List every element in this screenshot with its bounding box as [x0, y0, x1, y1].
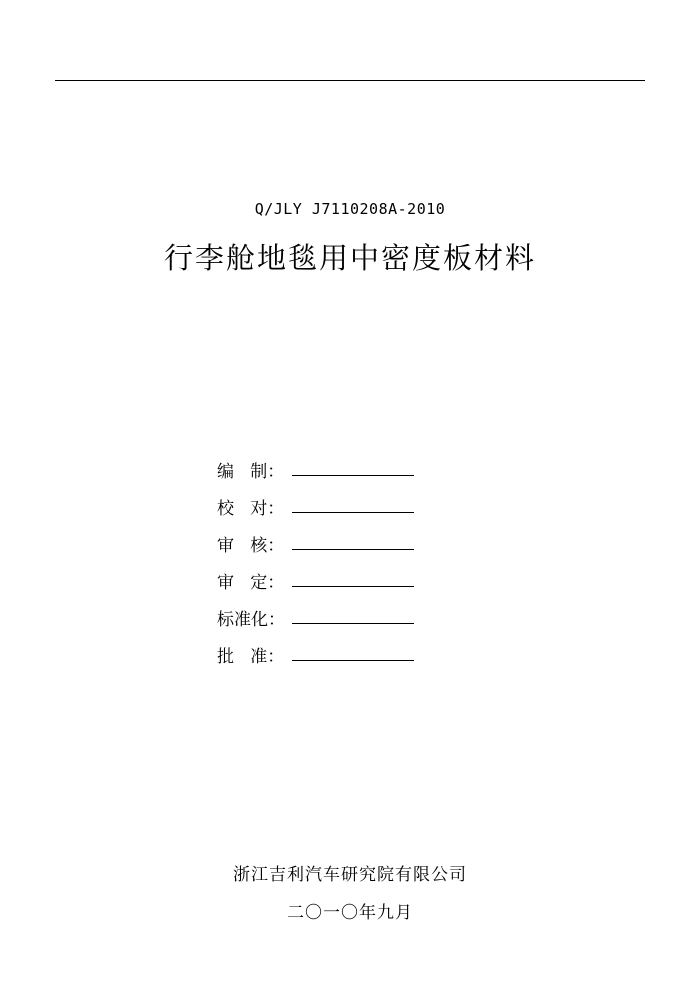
signature-label: 标准化：: [217, 610, 285, 630]
signature-line: [292, 586, 414, 587]
signature-label: 审 核：: [217, 536, 285, 556]
signature-row-proofread: [217, 492, 477, 529]
signature-row-review: [217, 529, 477, 566]
signature-label: 审 定：: [217, 573, 285, 593]
document-title: 行李舱地毯用中密度板材料: [163, 241, 536, 275]
signature-label: 校 对：: [217, 499, 285, 519]
issue-date: 二〇一〇年九月: [287, 903, 413, 923]
signature-row-approve-final: [217, 566, 477, 603]
document-number: Q/JLY J7110208A-2010: [254, 200, 446, 218]
signature-line: [292, 549, 414, 550]
signature-row-compile: [217, 455, 477, 492]
header-rule: [55, 80, 645, 81]
signature-row-standardization: [217, 603, 477, 640]
signature-label: 批 准：: [217, 647, 285, 667]
signature-label: 编 制：: [217, 462, 285, 482]
signature-line: [292, 512, 414, 513]
signature-line: [292, 623, 414, 624]
signature-line: [292, 660, 414, 661]
signature-row-authorize: [217, 640, 477, 677]
organization-name: 浙江吉利汽车研究院有限公司: [233, 865, 467, 885]
signature-block: [217, 455, 477, 677]
signature-line: [292, 475, 414, 476]
